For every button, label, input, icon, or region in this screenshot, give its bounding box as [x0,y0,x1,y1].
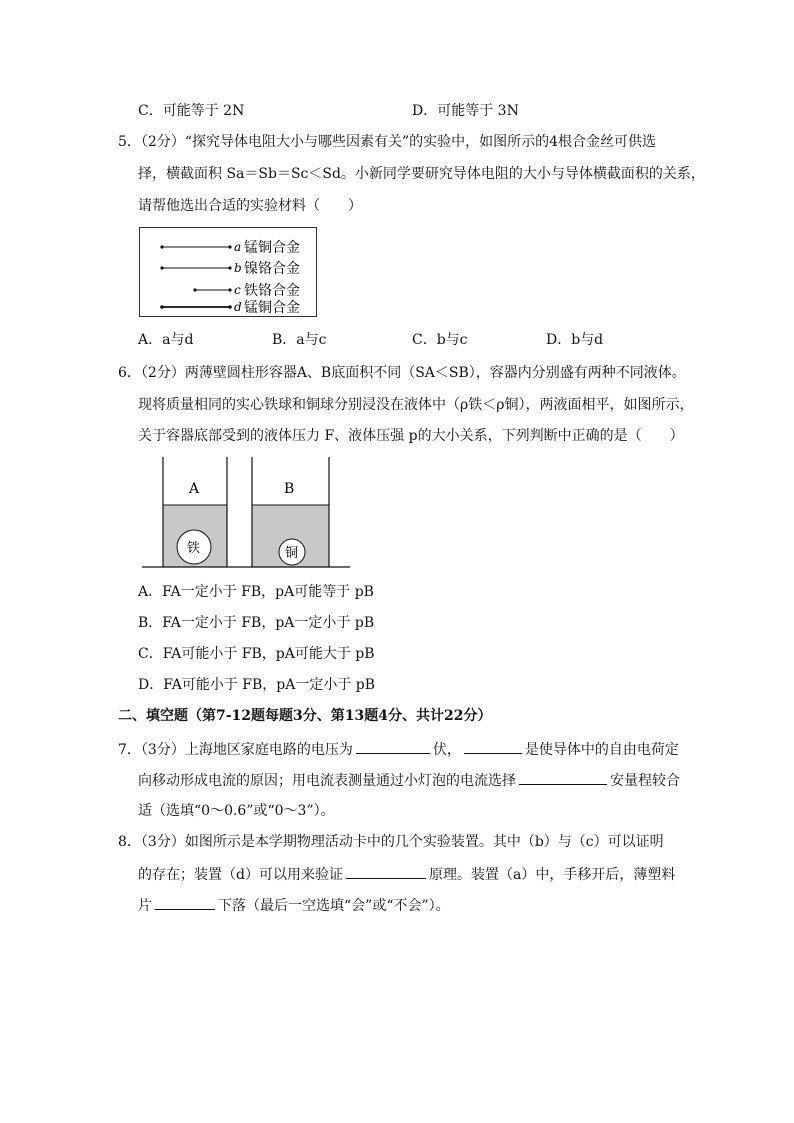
q7-text-2: 伏， [432,742,461,758]
wire-d-name: 锰铜合金 [244,300,300,316]
q7-line1 [118,738,679,760]
q8-text-4: 下落（最后一空选填“会”或“不会”）。 [218,898,450,914]
q7-text-5: 安量程较合 [610,773,680,789]
wire-a-letter: a [234,240,242,254]
q7-blank-2[interactable] [464,738,522,754]
q8-text-1: 的存在；装置（d）可以用来验证 [138,867,343,883]
q8-blank-3[interactable] [155,894,215,910]
q8-line2 [138,863,675,885]
wire-a-name: 锰铜合金 [244,240,300,256]
q8-line3 [138,894,450,916]
iron-ball-label: 铁 [187,541,201,556]
q6-stem-line2: 现将质量相同的实心铁球和铜球分别浸没在液体中（ρ铁＜ρ铜），两液面相平，如图所示， [138,397,694,413]
wire-diagram [140,228,316,316]
q6-option-b: B．FA一定小于 FB，pA一定小于 pB [138,615,375,631]
q5-option-d: D．b与d [546,332,604,348]
q7-text-3: 是使导体中的自由电荷定 [524,742,679,758]
wire-c-name: 铁铬合金 [244,283,300,299]
q6-option-d: D．FA可能小于 FB，pA一定小于 pB [138,677,376,693]
wire-b-letter: b [234,261,242,275]
q6-stem-line3: 关于容器底部受到的液体压力 F、液体压强 p的大小关系，下列判断中正确的是（ ） [138,428,684,444]
section-title: 二、填空题（第7-12题每题3分、第13题4分、共计22分） [118,708,492,724]
container-diagram [140,455,355,575]
q8-text-2: 原理。装置（a）中，手移开后，薄塑料 [428,867,676,883]
q7-line3: 适（选填“0～0.6”或“0～3”）。 [138,803,335,819]
wire-c-letter: c [234,283,241,297]
container-figure [140,455,355,575]
q8-blank-2[interactable] [346,863,426,879]
q5-stem-line3: 请帮他选出合适的实验材料（ ） [138,198,362,214]
q7-blank-3[interactable] [519,769,607,785]
q5-option-c: C．b与c [412,332,468,348]
q6-option-c: C．FA可能小于 FB，pA可能大于 pB [138,646,375,662]
q8-text-3: 片 [138,898,152,914]
q5-option-b: B．a与c [272,332,327,348]
wire-figure [139,227,317,317]
q7-text-1: 7．（3分）上海地区家庭电路的电压为 [118,742,353,758]
q7-blank-1[interactable] [356,738,430,754]
q8-line1: 8．（3分）如图所示是本学期物理活动卡中的几个实验装置。其中（b）与（c）可以证明 [118,834,664,850]
q7-text-4: 向移动形成电流的原因；用电流表测量通过小灯泡的电流选择 [138,773,516,789]
wire-d-letter: d [234,300,242,314]
q5-stem-line1: 5．（2分）“探究导体电阻大小与哪些因素有关”的实验中，如图所示的4根合金丝可供选 [118,134,657,150]
container-b-label: B [284,481,295,497]
q5-option-a: A．a与d [138,332,194,348]
q4-option-d: D．可能等于 3N [412,103,519,119]
copper-ball-label: 铜 [285,546,299,561]
q6-stem-line1: 6．（2分）两薄壁圆柱形容器A、B底面积不同（SA＜SB），容器内分别盛有两种不同液体。 [118,365,686,381]
wire-b-name: 镍铬合金 [244,261,300,277]
container-a-label: A [189,481,200,497]
q5-stem-line2: 择，横截面积 Sa＝Sb＝Sc＜Sd。小新同学要研究导体电阻的大小与导体横截面积的关系， [138,166,705,182]
q4-option-c: C．可能等于 2N [138,103,245,119]
q7-line2 [138,769,680,791]
q6-option-a: A．FA一定小于 FB，pA可能等于 pB [138,584,374,600]
